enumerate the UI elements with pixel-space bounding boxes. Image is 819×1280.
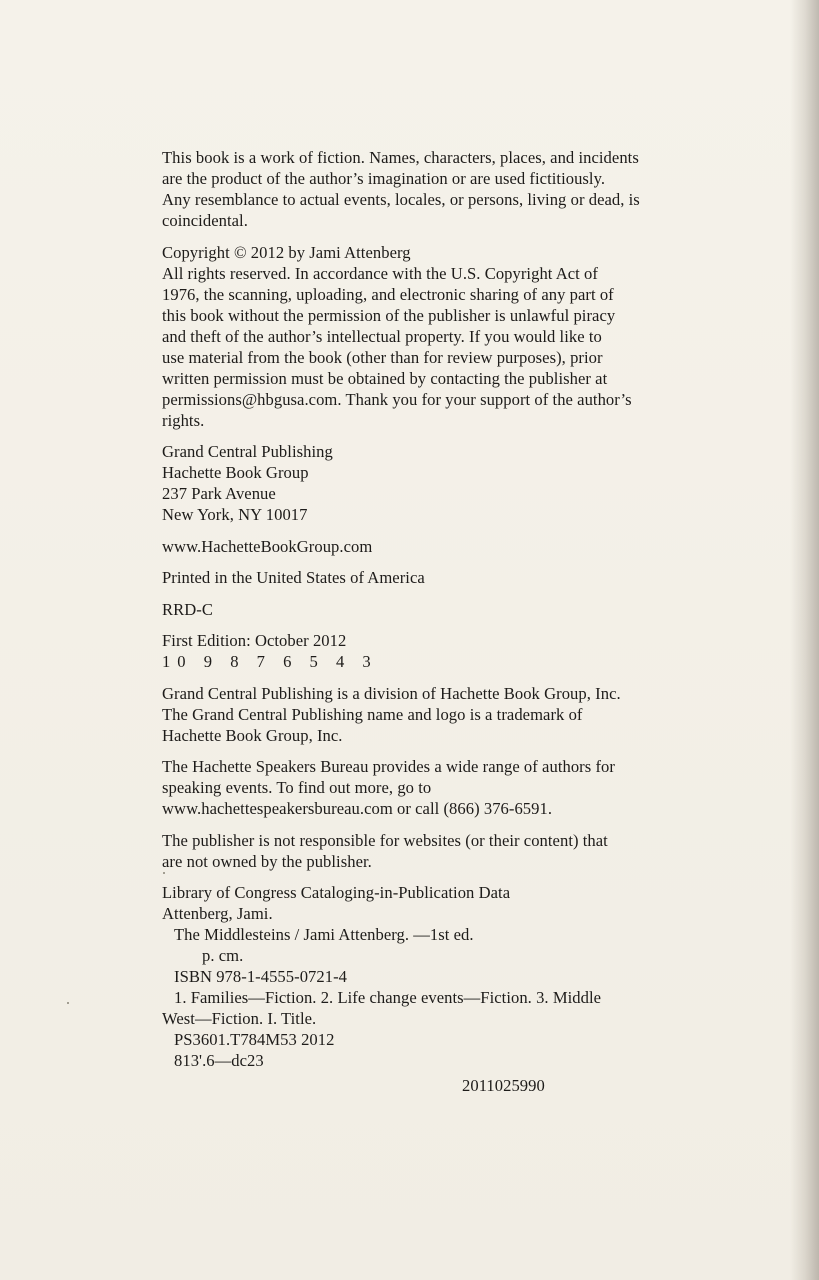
edition-info xyxy=(162,630,722,672)
copyright-page-text xyxy=(162,147,722,1107)
copyright-notice xyxy=(162,242,722,431)
trademark-line: The Grand Central Publishing name and logo is a trademark of xyxy=(162,704,583,724)
copyright-line: this book without the permission of the publisher is unlawful piracy xyxy=(162,305,616,325)
website-disclaimer xyxy=(162,830,722,872)
trademark-notice xyxy=(162,683,722,746)
address-line: 237 Park Avenue xyxy=(162,484,276,503)
cip-dewey: 813'.6—dc23 xyxy=(174,1051,264,1070)
printed-in-text: Printed in the United States of America xyxy=(162,568,425,587)
copyright-line: rights. xyxy=(162,410,205,430)
printed-in xyxy=(162,567,722,588)
edition-text: First Edition: October 2012 xyxy=(162,631,347,650)
responsibility-line: The publisher is not responsible for websites (or their content) that xyxy=(162,830,608,850)
speakers-bureau xyxy=(162,756,722,819)
publisher-address xyxy=(162,441,722,525)
cip-title: The Middlesteins / Jami Attenberg. —1st ed. xyxy=(174,925,474,944)
cip-isbn: ISBN 978-1-4555-0721-4 xyxy=(174,967,348,986)
cip-author: Attenberg, Jami. xyxy=(162,904,273,923)
paper-speck xyxy=(67,1002,69,1004)
disclaimer-line: Any resemblance to actual events, locales, or persons, living or dead, is xyxy=(162,190,640,209)
disclaimer-line: This book is a work of fiction. Names, characters, places, and incidents xyxy=(162,148,639,167)
copyright-line: and theft of the author’s intellectual property. If you would like to xyxy=(162,326,602,346)
speakers-line: speaking events. To find out more, go to xyxy=(162,778,432,797)
cip-subjects-cont: West—Fiction. I. Title. xyxy=(162,1009,317,1028)
speakers-line: The Hachette Speakers Bureau provides a wide range of authors for xyxy=(162,757,615,776)
address-line: New York, NY 10017 xyxy=(162,505,308,524)
trademark-line: Grand Central Publishing is a division of Hachette Book Group, Inc. xyxy=(162,683,621,703)
cip-data xyxy=(162,882,722,1096)
publisher-website xyxy=(162,536,722,557)
cip-subjects: 1. Families—Fiction. 2. Life change events—Fiction. 3. Middle xyxy=(174,988,602,1007)
website-text: www.HachetteBookGroup.com xyxy=(162,536,373,556)
cip-pages: p. cm. xyxy=(202,946,244,965)
trademark-line: Hachette Book Group, Inc. xyxy=(162,725,343,745)
responsibility-line: are not owned by the publisher. xyxy=(162,851,372,871)
cip-lc-class: PS3601.T784M53 2012 xyxy=(174,1030,335,1049)
printer-code xyxy=(162,599,722,620)
cip-heading: Library of Congress Cataloging-in-Publication Data xyxy=(162,883,511,902)
disclaimer-line: are the product of the author’s imagination or are used fictitiously. xyxy=(162,169,606,188)
disclaimer-line: coincidental. xyxy=(162,211,248,230)
fiction-disclaimer xyxy=(162,147,722,231)
copyright-line: Copyright © 2012 by Jami Attenberg xyxy=(162,242,411,262)
address-line: Grand Central Publishing xyxy=(162,442,333,461)
cip-control-number: 2011025990 xyxy=(462,1076,545,1095)
printer-code-text: RRD-C xyxy=(162,599,213,619)
copyright-line: use material from the book (other than for review purposes), prior xyxy=(162,347,603,367)
copyright-line: All rights reserved. In accordance with the U.S. Copyright Act of xyxy=(162,263,598,283)
speakers-line: www.hachettespeakersbureau.com or call (866) 376-6591. xyxy=(162,799,553,818)
address-line: Hachette Book Group xyxy=(162,463,309,482)
copyright-line: written permission must be obtained by contacting the publisher at xyxy=(162,368,608,388)
print-line: 10 9 8 7 6 5 4 3 xyxy=(162,652,378,671)
copyright-line: 1976, the scanning, uploading, and electronic sharing of any part of xyxy=(162,284,614,304)
copyright-line: permissions@hbgusa.com. Thank you for your support of the author’s xyxy=(162,389,632,409)
